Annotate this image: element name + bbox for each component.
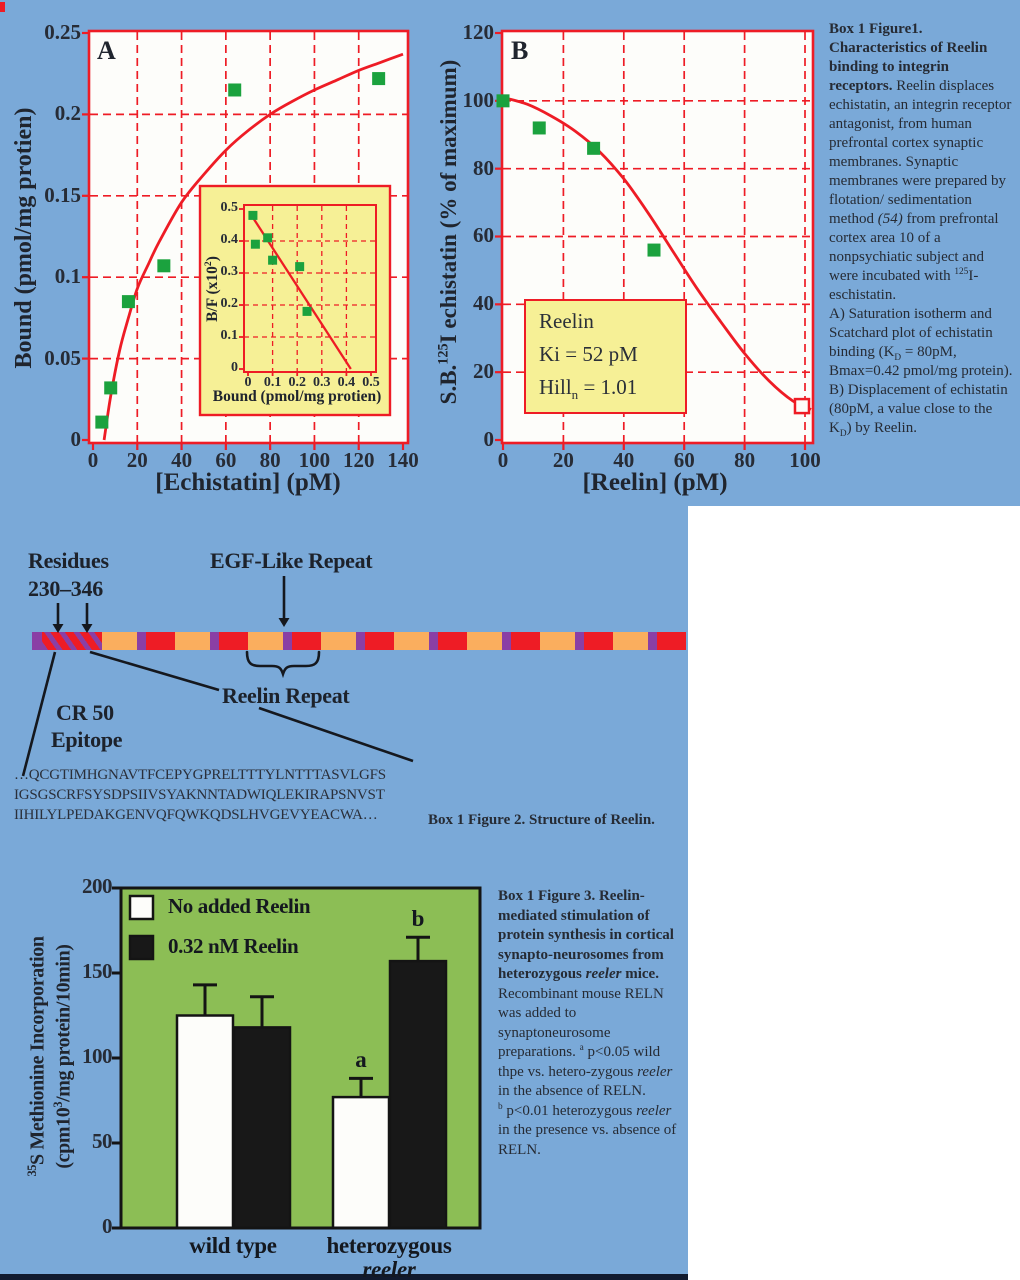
fig3-y-tick-label: 150 xyxy=(82,959,112,983)
y-tick-label: 40 xyxy=(473,291,494,316)
legend-swatch-white xyxy=(130,896,153,919)
inset-y-title-a: B/F (x10 xyxy=(204,266,221,322)
data-point-square xyxy=(303,307,312,316)
caption-segment: mice. xyxy=(621,966,659,982)
sequence-line-3: IIHILYLPEDAKGENVQFQWKQDSLHVGEVYEACWA… xyxy=(14,807,378,823)
figure2-caption: Box 1 Figure 2. Structure of Reelin. xyxy=(428,812,655,828)
x-tick-label: 140 xyxy=(387,448,419,472)
bar-white xyxy=(177,1016,233,1229)
caption-segment: in the absence of RELN. xyxy=(498,1083,646,1099)
leader-line-sequence-start xyxy=(23,652,55,776)
x-tick-label: 80 xyxy=(259,448,281,472)
inset-x-tick-label: 0.2 xyxy=(288,375,306,390)
caption-segment: p<0.01 heterozygous xyxy=(502,1102,637,1119)
y-tick-label: 60 xyxy=(473,223,494,248)
b-y-title-b: I echistatin (% of maximum) xyxy=(436,59,461,344)
leader-line-sequence-end xyxy=(259,708,413,761)
reelin-repeat-brace xyxy=(247,652,319,674)
x-tick-label: 20 xyxy=(552,448,574,472)
caption-segment: A) Saturation isotherm and Scatchard plot of echistatin binding (K xyxy=(829,306,993,360)
inset-y-tick-label: 0 xyxy=(231,360,238,375)
b-y-title-sup: 125 xyxy=(435,343,452,365)
data-point-square xyxy=(295,262,304,271)
bar-black xyxy=(234,1027,290,1228)
arrowhead-icon xyxy=(53,624,64,633)
bar-white xyxy=(333,1097,389,1228)
data-point-square xyxy=(104,381,117,394)
inset-x-tick-label: 0.4 xyxy=(337,375,356,390)
residues-label-line1: Residues xyxy=(28,548,109,573)
significance-label-b: b xyxy=(411,906,425,932)
category-label-reeler: reeler xyxy=(362,1257,416,1280)
data-point-square xyxy=(122,295,135,308)
x-tick-label: 20 xyxy=(126,448,148,472)
x-tick-label: 0 xyxy=(497,448,509,472)
y-tick-label: 0.15 xyxy=(44,182,81,207)
figure3-y-axis-title-line1: $^{35}$S Methionine Incorporation xyxy=(24,936,49,1177)
inset-x-tick-label: 0 xyxy=(244,375,252,390)
leader-line-to-label xyxy=(90,652,219,690)
fig3-y-tick-label: 100 xyxy=(82,1044,112,1068)
caption-segment: = 80pM, Bmax=0.42 pmol/mg protein). B) Displacement of echistatin (80pM, a value close to the K xyxy=(829,344,1013,436)
x-tick-label: 100 xyxy=(789,448,821,472)
fig3-y-tick-label: 50 xyxy=(92,1129,112,1153)
caption-segment: reeler xyxy=(585,966,622,982)
caption-segment: Recombinant mouse RELN was added to synaptoneurosome preparations. xyxy=(498,985,664,1060)
caption-segment: from prefrontal cortex area 10 of a nonpsychiatic subject and were incubated with xyxy=(829,211,999,284)
caption-segment: reeler xyxy=(637,1063,673,1080)
caption-segment: a xyxy=(579,1043,584,1053)
panel-b-x-axis-title: [Reelin] (pM) xyxy=(582,469,728,496)
x-tick-label: 40 xyxy=(613,448,635,472)
fig3-y-tick-label: 0 xyxy=(102,1214,112,1238)
caption-segment: Box 1 Figure1. Characteristics of Reelin binding to integrin receptors. xyxy=(829,21,988,94)
caption-segment: (54) xyxy=(877,211,903,227)
residues-label-line2: 230–346 xyxy=(28,576,103,601)
x-tick-label: 60 xyxy=(215,448,237,472)
y-tick-label: 0 xyxy=(70,427,81,451)
panel-a-y-axis-title: Bound (pmol/mg protien) xyxy=(11,107,37,369)
y-tick-label: 0.1 xyxy=(54,264,81,289)
inset-y-tick-label: 0.1 xyxy=(220,328,238,343)
category-label-heterozygous: heterozygous xyxy=(326,1233,452,1258)
y-tick-label: 20 xyxy=(473,359,494,384)
data-point-square xyxy=(533,121,546,134)
reelin-repeat-label: Reelin Repeat xyxy=(222,683,350,708)
x-tick-label: 80 xyxy=(734,448,756,472)
y-tick-label: 0.05 xyxy=(44,345,81,370)
annotation-line-3: Hill$_n$ = 1.01 xyxy=(539,375,638,403)
structure-annotations xyxy=(0,500,700,800)
arrowhead-icon xyxy=(279,618,290,627)
figure1-caption xyxy=(829,20,1016,438)
inset-x-tick-label: 0.1 xyxy=(263,375,282,390)
caption-segment: ) by Reelin. xyxy=(846,420,917,436)
y-tick-label: 100 xyxy=(462,87,494,112)
sequence-line-1: …QCGTIMHGNAVTFCEPYGPRELTTTYLNTTTASVLGFS xyxy=(14,767,386,783)
caption-segment: Box 1 Figure 3. Reelin-mediated stimulation of protein synthesis in cortical synapto-neurosomes from heterozygous xyxy=(498,888,674,982)
figure3-y-axis-title-line2: ($cpm10^3/mg$ protein/10min) xyxy=(50,944,75,1169)
x-tick-label: 120 xyxy=(342,448,375,472)
annotation-line-2: Ki = 52 pM xyxy=(539,342,638,366)
data-point-square xyxy=(268,256,277,265)
y-tick-label: 0.2 xyxy=(54,101,81,126)
caption-segment: D xyxy=(839,429,847,439)
data-point-square xyxy=(587,142,600,155)
caption-segment: reeler xyxy=(636,1102,672,1119)
inset-y-tick-label: 0.2 xyxy=(220,296,238,311)
inset-y-title-sup: 2 xyxy=(202,261,214,267)
scan-corner-mark xyxy=(0,2,5,12)
b-y-title-a: S.B. xyxy=(436,364,461,405)
legend-label: No added Reelin xyxy=(168,894,311,918)
data-point-square xyxy=(372,72,385,85)
inset-x-tick-label: 0.5 xyxy=(362,375,380,390)
category-label-wild-type: wild type xyxy=(189,1233,277,1258)
data-point-square xyxy=(648,244,661,257)
reelin-ki-annotation-box xyxy=(524,299,687,414)
cr50-epitope-label-line2: Epitope xyxy=(51,727,123,752)
sequence-line-2: IGSGSCRFSYSDPSIIVSYAKNNTADWIQLEKIRAPSNVST xyxy=(14,787,385,803)
cr50-epitope-label-line1: CR 50 xyxy=(56,700,114,725)
caption-segment: 125 xyxy=(954,267,969,277)
legend-label: 0.32 nM Reelin xyxy=(168,934,299,958)
data-point-square xyxy=(248,211,257,220)
data-point-square xyxy=(497,94,510,107)
caption-segment: in the presence vs. absence of RELN. xyxy=(498,1122,677,1158)
x-tick-label: 100 xyxy=(298,448,331,472)
y-tick-label: 0.25 xyxy=(44,20,81,44)
caption-segment: D xyxy=(894,353,902,363)
figure3-caption xyxy=(498,887,678,1160)
inset-y-tick-label: 0.5 xyxy=(220,200,238,215)
inset-y-tick-label: 0.3 xyxy=(220,264,238,279)
caption-segment: I-eschistatin. xyxy=(829,268,979,303)
significance-label-a: a xyxy=(355,1047,367,1073)
inset-y-title-b: ) xyxy=(204,256,221,262)
fig3-y-tick-label: 200 xyxy=(82,874,112,898)
panel-a-letter: A xyxy=(97,36,116,65)
data-point-square xyxy=(251,240,260,249)
x-tick-label: 0 xyxy=(87,448,99,472)
caption-segment: b xyxy=(498,1101,503,1112)
egf-like-repeat-label: EGF-Like Repeat xyxy=(210,548,373,573)
x-tick-label: 40 xyxy=(171,448,193,472)
data-point-square xyxy=(228,83,241,96)
annotation-line-1: Reelin xyxy=(539,309,594,333)
data-point-square xyxy=(795,399,809,413)
arrowhead-icon xyxy=(82,624,93,633)
panel-b-letter: B xyxy=(511,36,529,65)
inset-x-tick-label: 0.3 xyxy=(313,375,331,390)
caption-segment: p<0.05 wild thpe vs. hetero-zygous xyxy=(498,1044,661,1080)
bar-black xyxy=(390,961,446,1228)
caption-segment: Reelin displaces echistatin, an integrin receptor antagonist, from human prefrontal cortex synaptic membranes. Synaptic membranes were prepared by flotation/ sedimentation method xyxy=(829,78,1012,227)
y-tick-label: 0 xyxy=(483,427,494,451)
x-tick-label: 60 xyxy=(673,448,695,472)
y-tick-label: 120 xyxy=(462,19,494,44)
data-point-square xyxy=(263,233,272,242)
inset-y-tick-label: 0.4 xyxy=(220,232,238,247)
data-point-square xyxy=(157,259,170,272)
legend-swatch-black xyxy=(130,936,153,959)
y-tick-label: 80 xyxy=(473,155,494,180)
inset-x-axis-title: Bound (pmol/mg protien) xyxy=(212,388,382,405)
data-point-square xyxy=(95,416,108,429)
panel-a-x-axis-title: [Echistatin] (pM) xyxy=(155,469,341,496)
